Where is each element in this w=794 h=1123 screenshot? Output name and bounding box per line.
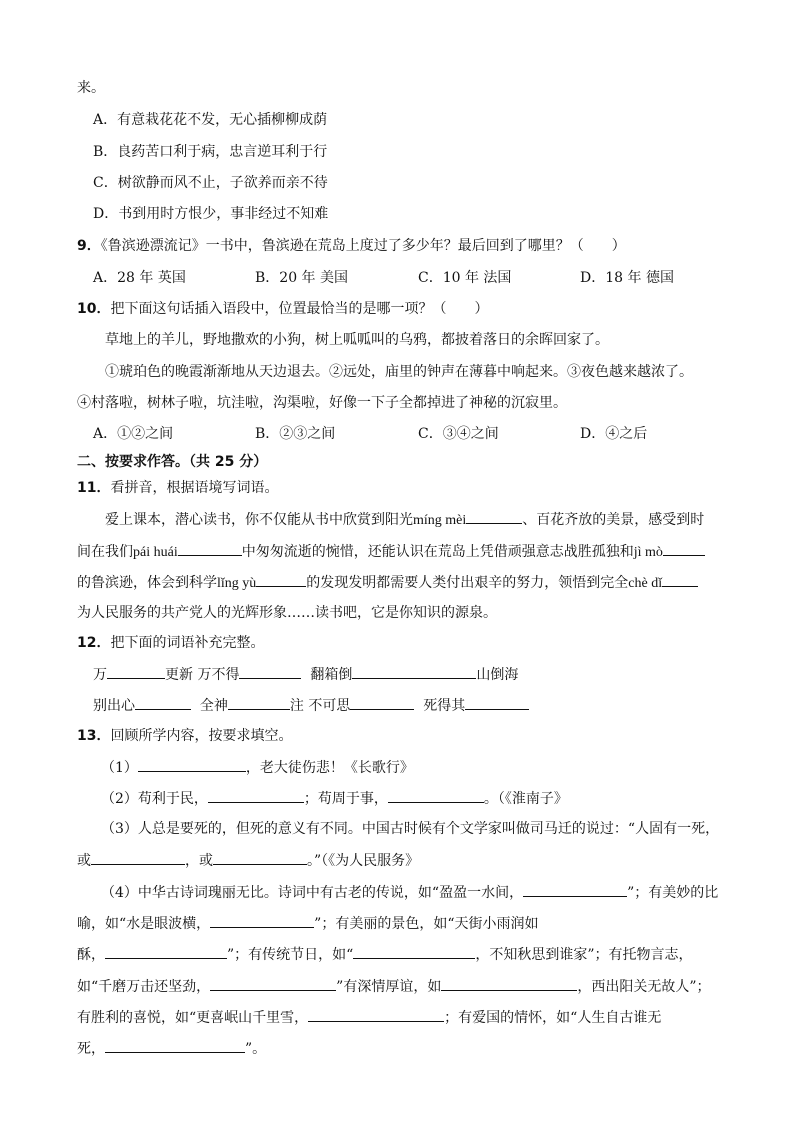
answer-blank[interactable]	[662, 572, 698, 587]
q13-item2	[101, 788, 568, 809]
answer-blank[interactable]	[388, 788, 484, 803]
q8-option-a: A．有意栽花花不发，无心插柳柳成荫	[93, 112, 328, 128]
q10-option-a: A．①②之间	[93, 426, 174, 442]
q11-line3	[77, 572, 698, 594]
idiom-part: 别出心	[93, 698, 135, 714]
q13-text-segment: （3）人总是要死的，但死的意义有不同。中国古时候有个文学家叫做司马迁的说过：	[101, 821, 628, 837]
q11-text-segment: 的发现发明都需要人类付出艰辛的努力，领悟到完全	[306, 575, 629, 591]
pinyin-pai-huai: pái huái	[133, 545, 178, 560]
q11-text: 看拼音，根据语境写词语。	[110, 480, 279, 496]
q10-insert-sentence: 草地上的羊儿，野地撒欢的小狗，树上呱呱叫的乌鸦，都披着落日的余晖回家了。	[105, 332, 609, 348]
q13-text-segment: ”有深情厚谊，如	[336, 979, 442, 995]
idiom-part: 死得其	[423, 698, 466, 714]
answer-blank[interactable]	[353, 944, 475, 959]
q13-item3-line1	[101, 819, 719, 839]
q10-number: 10．	[77, 301, 111, 317]
q13-text-segment: （4）中华古诗词瑰丽无比。诗词中有古老的传说，如“盈盈一水间，	[101, 885, 524, 901]
q13-text-segment: 或	[77, 853, 91, 869]
q13-text-segment: 喻，如“水是眼波横，	[77, 916, 211, 932]
q11-text-segment: 、百花齐放的美景，感受到时	[522, 512, 705, 528]
q13-text-segment: ，或	[185, 853, 213, 869]
q8-option-b: B．良药苦口利于病，忠言逆耳利于行	[93, 144, 328, 160]
q11-line4: 为人民服务的共产党人的光辉形象……读书吧，它是你知识的源泉。	[77, 605, 497, 621]
q9-option-c: C．10 年 法国	[418, 270, 512, 286]
q13-text-segment: ，老大徒伤悲！《长歌行》	[245, 760, 414, 776]
q10-option-c: C．③④之间	[418, 426, 499, 442]
idiom-part: 注	[289, 698, 304, 714]
q13-question	[77, 726, 292, 746]
q11-line2	[77, 541, 705, 563]
q13-text-segment: ，西出阳关无故人”；	[577, 979, 711, 995]
q8-tail: 来。	[77, 80, 105, 96]
q11-text-segment: 的鲁滨逊，体会到科学	[77, 575, 217, 591]
q13-item4-line5	[77, 1007, 661, 1028]
q13-text-segment: “人固有一死，	[627, 821, 720, 837]
q10-passage-line1: ①琥珀色的晚霞渐渐地从天边退去。②远处，庙里的钟声在薄暮中响起来。③夜色越来越浓了。	[105, 364, 693, 380]
answer-blank[interactable]	[523, 882, 627, 897]
answer-blank[interactable]	[256, 572, 306, 587]
pinyin-che-di: chè dǐ	[628, 576, 663, 591]
q13-text-segment: （2）苟利于民，	[101, 791, 208, 807]
q10-passage-line2: ④村落啦，树林子啦，坑洼啦，沟渠啦，好像一下子全都掉进了神秘的沉寂里。	[77, 395, 567, 411]
q9-number: 9．	[77, 238, 101, 254]
q13-item4-line4	[77, 976, 711, 997]
q12-row2	[93, 695, 529, 716]
q12-text: 把下面的词语补充完整。	[110, 635, 265, 651]
q12-question	[77, 633, 264, 653]
q13-text-segment: ；苟周于事，	[303, 791, 388, 807]
q10-question	[77, 299, 488, 319]
q9-option-b: B．20 年 美国	[255, 270, 349, 286]
q10-option-b: B．②③之间	[255, 426, 336, 442]
answer-blank[interactable]	[138, 757, 246, 772]
answer-blank[interactable]	[466, 509, 522, 524]
q13-text-segment: （1）	[101, 760, 138, 776]
answer-blank[interactable]	[465, 695, 529, 710]
answer-blank[interactable]	[105, 944, 227, 959]
pinyin-ming-mei: míng mèi	[413, 513, 467, 528]
idiom-part: 万	[93, 667, 107, 683]
answer-blank[interactable]	[208, 788, 304, 803]
answer-blank[interactable]	[239, 664, 301, 679]
q12-number: 12．	[77, 635, 111, 651]
q13-text-segment: ”；有美妙的比	[627, 885, 719, 901]
answer-blank[interactable]	[350, 695, 414, 710]
q13-text-segment: 如“千磨万击还坚劲，	[77, 979, 211, 995]
q13-item4-line3	[77, 944, 693, 965]
answer-blank[interactable]	[663, 541, 705, 556]
q13-text-segment: 酥，	[77, 947, 105, 963]
q13-text: 回顾所学内容，按要求填空。	[110, 728, 293, 744]
q13-item4-line1	[101, 882, 718, 903]
q13-item3-line2	[77, 850, 419, 871]
idiom-part: 万不得	[197, 667, 240, 683]
answer-blank[interactable]	[308, 1007, 444, 1022]
q13-item1	[101, 757, 414, 778]
q13-text-segment: 。（《淮南子》	[483, 791, 568, 807]
answer-blank[interactable]	[178, 541, 242, 556]
q11-text-segment: 中匆匆流逝的惋惜，还能认识在荒岛上凭借顽强意志战胜孤独和	[241, 544, 634, 560]
q10-option-d: D．④之后	[580, 426, 648, 442]
q8-option-d: D．书到用时方恨少，事非经过不知难	[93, 206, 329, 222]
q13-text-segment: ；有爱国的情怀，如“人生自古谁无	[444, 1010, 662, 1026]
idiom-part: 翻箱倒	[310, 667, 353, 683]
q13-text-segment: 有胜利的喜悦，如“更喜岷山千里雪，	[77, 1010, 309, 1026]
q13-text-segment: 死，	[77, 1041, 105, 1057]
q13-text-segment: ”；有传统节日，如“	[227, 947, 354, 963]
answer-blank[interactable]	[135, 695, 191, 710]
answer-blank[interactable]	[107, 664, 165, 679]
pinyin-ji-mo: jì mò	[633, 545, 663, 560]
q9-option-d: D．18 年 德国	[580, 270, 674, 286]
q11-text-segment: 间在我们	[77, 544, 133, 560]
q9-text: 《鲁滨逊漂流记》一书中，鲁滨逊在荒岛上度过了多少年？最后回到了哪里？（ ）	[100, 238, 626, 254]
answer-blank[interactable]	[210, 976, 336, 991]
q13-number: 13．	[77, 728, 111, 744]
q11-question	[77, 478, 278, 498]
pinyin-ling-yu: lǐng yù	[217, 576, 257, 591]
idiom-part: 不可思	[308, 698, 351, 714]
q13-text-segment: ”；有美丽的景色，如“天街小雨润如	[314, 916, 539, 932]
answer-blank[interactable]	[210, 913, 314, 928]
answer-blank[interactable]	[105, 1038, 245, 1053]
q9-question	[77, 236, 626, 256]
q11-text-segment: 爱上课本，潜心读书，你不仅能从书中欣赏到阳光	[105, 512, 413, 528]
q13-text-segment: ”。	[245, 1041, 267, 1057]
q8-option-c: C．树欲静而风不止，子欲养而亲不待	[93, 175, 328, 191]
answer-blank[interactable]	[228, 695, 290, 710]
answer-blank[interactable]	[352, 664, 476, 679]
q13-text-segment: ，不知秋思到谁家”；有托物言志，	[475, 947, 693, 963]
idiom-part: 山倒海	[476, 667, 519, 683]
q11-line1	[105, 509, 704, 531]
idiom-part: 全神	[199, 698, 228, 714]
answer-blank[interactable]	[213, 850, 307, 865]
answer-blank[interactable]	[441, 976, 577, 991]
q13-item4-line2	[77, 913, 539, 934]
q10-text: 把下面这句话插入语段中，位置最恰当的是哪一项？（ ）	[110, 301, 489, 317]
q13-item4-line6	[77, 1038, 266, 1059]
q13-text-segment: 。”（《为人民服务》	[307, 853, 420, 869]
q9-option-a: A．28 年 英国	[93, 270, 186, 286]
section-2-heading: 二、按要求作答。（共 25 分）	[77, 454, 268, 470]
idiom-part: 更新	[165, 667, 193, 683]
answer-blank[interactable]	[91, 850, 185, 865]
q11-number: 11．	[77, 480, 111, 496]
q12-row1	[93, 664, 518, 685]
